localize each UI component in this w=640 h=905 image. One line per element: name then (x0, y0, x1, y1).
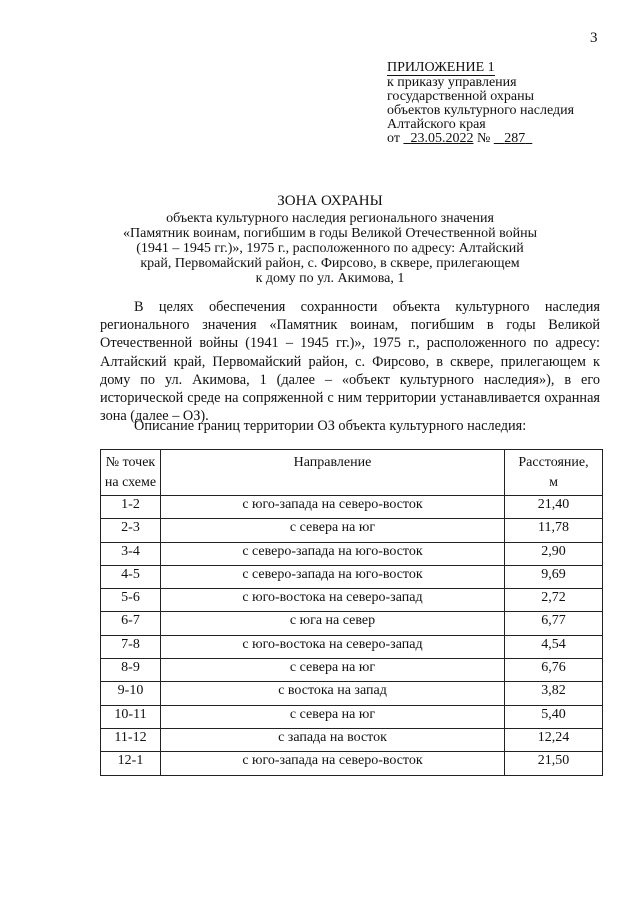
cell-points: 1-2 (101, 496, 161, 519)
table-row (101, 659, 603, 682)
cell-distance: 6,76 (505, 659, 603, 682)
table-row (101, 728, 603, 751)
cell-direction: с севера на юг (161, 659, 505, 682)
cell-points: 12-1 (101, 752, 161, 775)
cell-direction: с юго-востока на северо-запад (161, 635, 505, 658)
cell-direction: с юга на север (161, 612, 505, 635)
appendix-line: государственной охраны (387, 89, 535, 104)
document-heading (110, 194, 550, 286)
header-distance: Расстояние, м (505, 450, 603, 496)
cell-distance: 2,90 (505, 542, 603, 565)
table-row (101, 612, 603, 635)
heading-line: «Памятник воинам, погибшим в годы Великой Отечественной войны (123, 226, 537, 241)
cell-distance: 5,40 (505, 705, 603, 728)
table-row (101, 682, 603, 705)
cell-points: 11-12 (101, 728, 161, 751)
table-caption: Описание границ территории ОЗ объекта культурного наследия: (134, 418, 527, 434)
table-row (101, 542, 603, 565)
cell-points: 6-7 (101, 612, 161, 635)
cell-distance: 2,72 (505, 589, 603, 612)
cell-direction: с запада на восток (161, 728, 505, 751)
date-prefix: от (387, 131, 400, 146)
boundary-table (100, 449, 603, 776)
page-number: 3 (590, 30, 598, 46)
table-row (101, 519, 603, 542)
heading-line: край, Первомайский район, с. Фирсово, в сквере, прилегающем (140, 256, 520, 271)
appendix-title: ПРИЛОЖЕНИЕ 1 (387, 60, 495, 75)
cell-direction: с северо-запада на юго-восток (161, 565, 505, 588)
cell-points: 4-5 (101, 565, 161, 588)
heading-line: объекта культурного наследия регионального значения (166, 211, 494, 226)
order-number: 287 (504, 131, 526, 146)
cell-points: 8-9 (101, 659, 161, 682)
order-date: 23.05.2022 (410, 131, 474, 146)
heading-line: к дому по ул. Акимова, 1 (255, 271, 405, 286)
cell-direction: с севера на юг (161, 519, 505, 542)
table-row (101, 705, 603, 728)
appendix-line: объектов культурного наследия (387, 103, 575, 118)
table-row (101, 496, 603, 519)
heading-title: ЗОНА ОХРАНЫ (277, 193, 383, 209)
cell-distance: 21,40 (505, 496, 603, 519)
table-row (101, 635, 603, 658)
body-paragraph: В целях обеспечения сохранности объекта культурного наследия регионального значения «Памятник воинам, погибшим в годы Великой Отечественной войны (1941 – 1945 гг.)», 1975 г., расположенного по адресу: Алтайский край, Первомайский район, с. Фирсово, в сквере, прилегающем к дому по ул. Акимова, 1 (далее – «объект культурного наследия»), в его исторической среде на сопряженной с ним территории устанавливается охранная зона (далее – ОЗ). (100, 299, 600, 425)
cell-points: 10-11 (101, 705, 161, 728)
cell-distance: 6,77 (505, 612, 603, 635)
cell-distance: 4,54 (505, 635, 603, 658)
cell-points: 3-4 (101, 542, 161, 565)
cell-direction: с юго-востока на северо-запад (161, 589, 505, 612)
appendix-block (387, 60, 574, 146)
cell-direction: с юго-запада на северо-восток (161, 496, 505, 519)
cell-direction: с севера на юг (161, 705, 505, 728)
table-row (101, 752, 603, 775)
cell-points: 9-10 (101, 682, 161, 705)
table-header-row (101, 450, 603, 496)
header-points: № точек на схеме (101, 450, 161, 496)
cell-distance: 12,24 (505, 728, 603, 751)
cell-distance: 3,82 (505, 682, 603, 705)
table-row (101, 565, 603, 588)
cell-distance: 11,78 (505, 519, 603, 542)
header-direction: Направление (161, 450, 505, 496)
cell-points: 5-6 (101, 589, 161, 612)
cell-points: 7-8 (101, 635, 161, 658)
number-sign: № (476, 131, 491, 146)
cell-direction: с юго-запада на северо-восток (161, 752, 505, 775)
cell-distance: 9,69 (505, 565, 603, 588)
appendix-line: Алтайского края (387, 117, 486, 132)
cell-points: 2-3 (101, 519, 161, 542)
table-row (101, 589, 603, 612)
cell-direction: с северо-запада на юго-восток (161, 542, 505, 565)
cell-direction: с востока на запад (161, 682, 505, 705)
heading-line: (1941 – 1945 гг.)», 1975 г., расположенного по адресу: Алтайский (136, 241, 524, 256)
appendix-date-line (387, 132, 574, 146)
cell-distance: 21,50 (505, 752, 603, 775)
appendix-line: к приказу управления (387, 75, 517, 90)
